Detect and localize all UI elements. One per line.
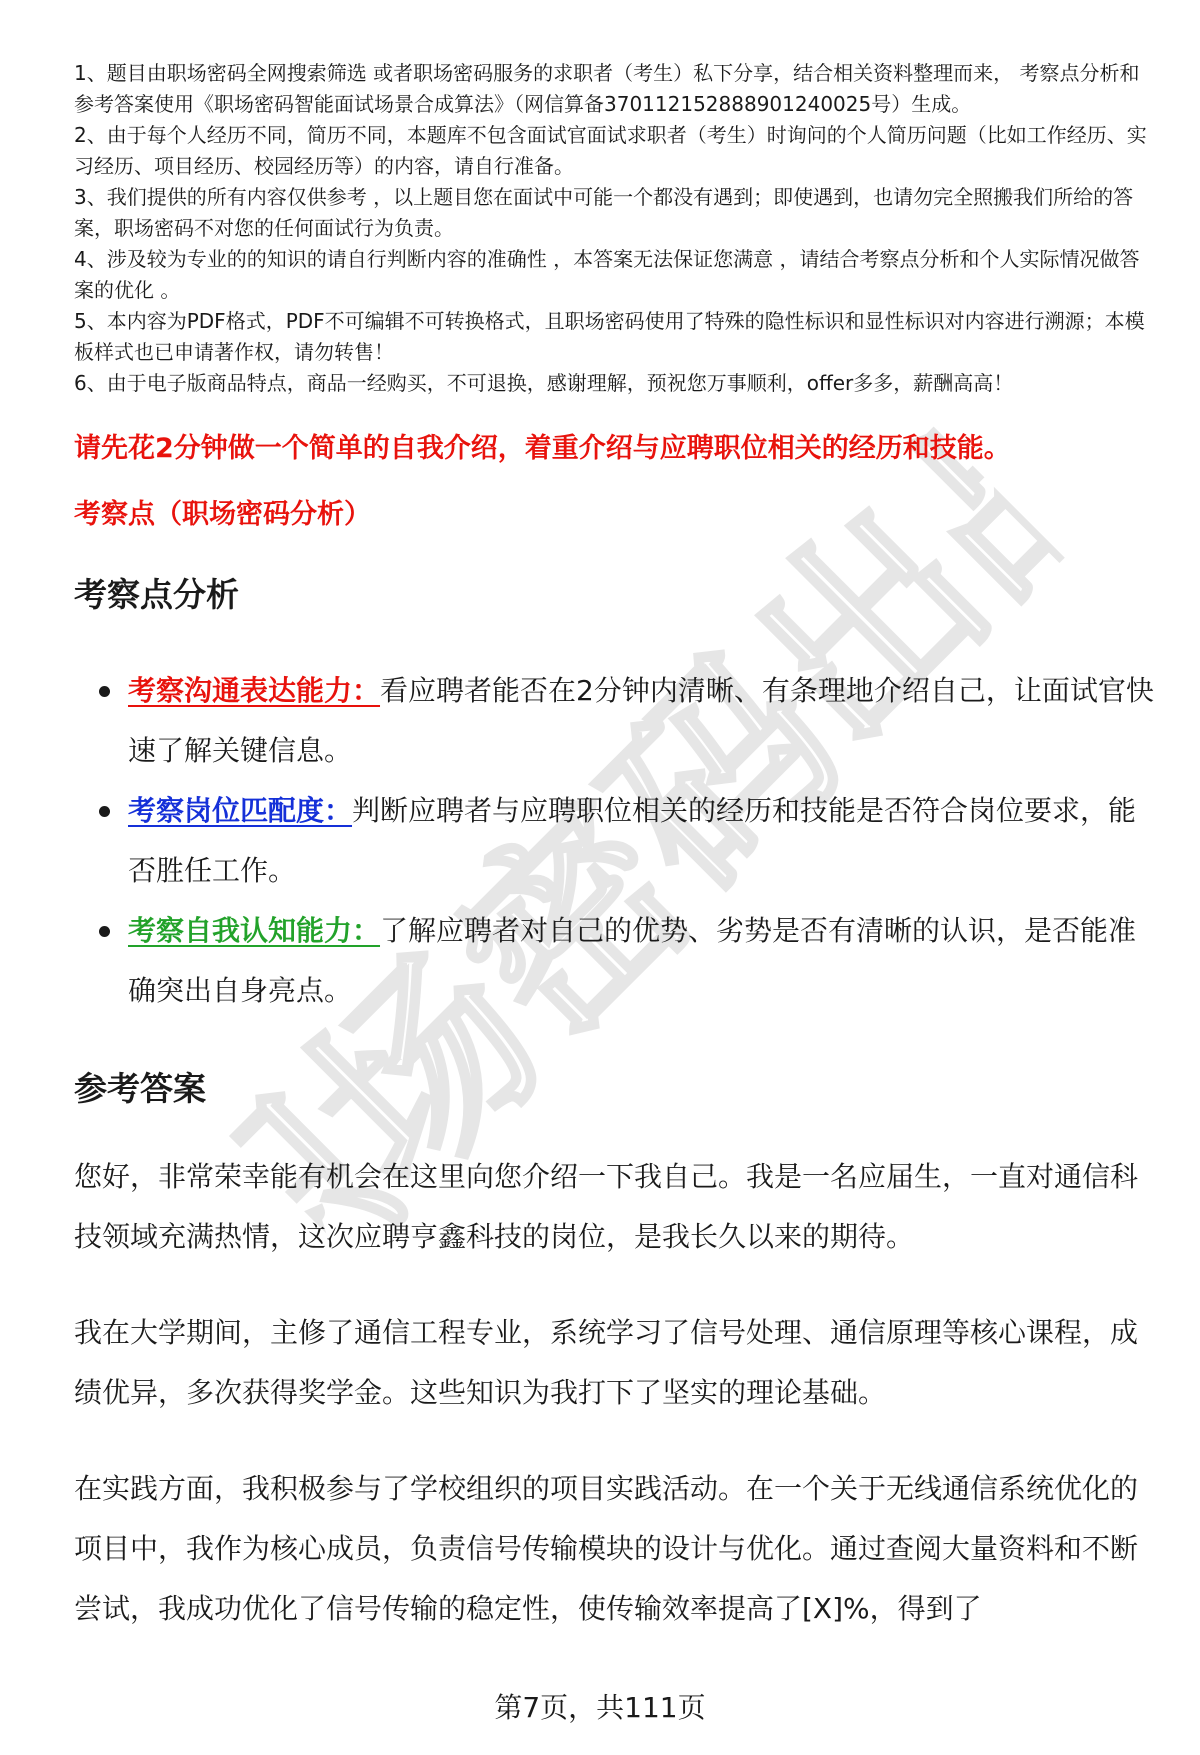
analysis-points [74, 661, 1154, 1021]
point-text: 判断应聘者与应聘职位相关的经历和技能是否符合岗位要求，能否胜任工作。 [128, 794, 1137, 887]
bullet-icon [99, 926, 110, 937]
notice-item: 4、涉及较为专业的的知识的请自行判断内容的准确性 ，本答案无法保证您满意 ，请结合考察点分析和个人实际情况做答案的优化 。 [74, 247, 1140, 302]
answer-body [74, 1147, 1154, 1639]
notice-list [74, 58, 1154, 399]
notice-item: 1、题目由职场密码全网搜索筛选 或者职场密码服务的求职者（考生）私下分享，结合相关资料整理而来， 考察点分析和参考答案使用《职场密码智能面试场景合成算法》（网信算备370112152888901240025号）生成。 [74, 61, 1140, 116]
notice-item: 6、由于电子版商品特点，商品一经购买，不可退换，感谢理解，预祝您万事顺利，offer多多，薪酬高高！ [74, 371, 1014, 395]
point-label: 考察岗位匹配度： [128, 794, 353, 827]
watermark-text: 职场密码出品 [190, 390, 1110, 1310]
notice-item: 2、由于每个人经历不同，简历不同，本题库不包含面试官面试求职者（考生）时询问的个人简历问题（比如工作经历、实习经历、项目经历、校园经历等）的内容，请自行准备。 [74, 123, 1147, 178]
answer-title: 参考答案 [74, 1069, 206, 1108]
interview-question: 请先花2分钟做一个简单的自我介绍，着重介绍与应聘职位相关的经历和技能。 [74, 433, 1011, 464]
answer-paragraph: 在实践方面，我积极参与了学校组织的项目实践活动。在一个关于无线通信系统优化的项目中，我作为核心成员，负责信号传输模块的设计与优化。通过查阅大量资料和不断尝试，我成功优化了信号传输的稳定性，使传输效率提高了[X]%，得到了 [74, 1472, 1139, 1625]
bullet-icon [99, 806, 110, 817]
point-text: 看应聘者能否在2分钟内清晰、有条理地介绍自己，让面试官快速了解关键信息。 [128, 674, 1154, 767]
bullet-icon [99, 686, 110, 697]
page-number: 第7页，共111页 [494, 1691, 706, 1724]
analysis-point [74, 661, 1154, 781]
analysis-point [74, 901, 1154, 1021]
answer-paragraph: 我在大学期间，主修了通信工程专业，系统学习了信号处理、通信原理等核心课程，成绩优异，多次获得奖学金。这些知识为我打下了坚实的理论基础。 [74, 1316, 1139, 1409]
answer-paragraph: 您好，非常荣幸能有机会在这里向您介绍一下我自己。我是一名应届生，一直对通信科技领域充满热情，这次应聘亨鑫科技的岗位，是我长久以来的期待。 [74, 1160, 1139, 1253]
notice-item: 5、本内容为PDF格式，PDF不可编辑不可转换格式，且职场密码使用了特殊的隐性标识和显性标识对内容进行溯源；本模板样式也已申请著作权，请勿转售！ [74, 309, 1145, 364]
point-label: 考察沟通表达能力： [128, 674, 381, 707]
document-page [74, 58, 1154, 1639]
point-text: 了解应聘者对自己的优势、劣势是否有清晰的认识，是否能准确突出自身亮点。 [128, 914, 1137, 1007]
analysis-point [74, 781, 1154, 901]
analysis-title: 考察点分析 [74, 575, 239, 614]
focus-label: 考察点（职场密码分析） [74, 499, 371, 530]
notice-item: 3、我们提供的所有内容仅供参考 ，以上题目您在面试中可能一个都没有遇到；即使遇到，也请勿完全照搬我们所给的答案，职场密码不对您的任何面试行为负责。 [74, 185, 1134, 240]
point-label: 考察自我认知能力： [128, 914, 381, 947]
